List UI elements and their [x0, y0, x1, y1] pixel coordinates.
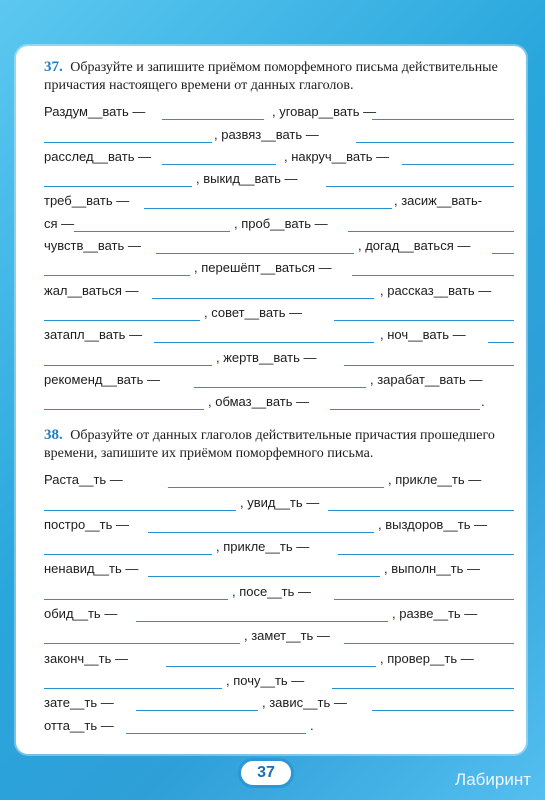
exercise-row — [44, 560, 516, 582]
task-38 — [44, 426, 516, 739]
exercise-row — [44, 371, 516, 393]
exercise-row — [44, 125, 516, 147]
verb-prompt: зате__ть — — [44, 695, 114, 711]
answer-blank-line[interactable] — [344, 643, 514, 644]
answer-blank-line[interactable] — [44, 554, 212, 555]
verb-prompt: , посе__ть — — [232, 583, 312, 599]
verb-prompt: , выполн__ть — — [384, 561, 481, 577]
exercise-row — [44, 237, 516, 259]
answer-blank-line[interactable] — [148, 576, 380, 577]
exercise-row — [44, 393, 516, 415]
answer-blank-line[interactable] — [44, 510, 236, 511]
verb-prompt: , рассказ__вать — — [380, 282, 492, 298]
verb-prompt: постро__ть — — [44, 516, 129, 532]
answer-blank-line[interactable] — [356, 142, 514, 143]
exercise-row — [44, 493, 516, 515]
exercise-row — [44, 103, 516, 125]
task-38-number: 38. — [44, 427, 63, 443]
verb-prompt: , догад__ваться — — [358, 238, 471, 254]
answer-blank-line[interactable] — [372, 119, 514, 120]
exercise-row — [44, 281, 516, 303]
answer-blank-line[interactable] — [348, 231, 514, 232]
exercise-row — [44, 582, 516, 604]
answer-blank-line[interactable] — [168, 487, 384, 488]
workbook-page — [16, 46, 526, 754]
verb-prompt: законч__ть — — [44, 650, 129, 666]
answer-blank-line[interactable] — [44, 365, 212, 366]
verb-prompt: ся — — [44, 215, 75, 231]
verb-prompt: , засиж__вать- — [394, 193, 483, 209]
verb-prompt: , жертв__вать — — [216, 349, 317, 365]
verb-prompt: , замет__ть — — [244, 628, 330, 644]
verb-prompt: рекоменд__вать — — [44, 371, 160, 387]
task-38-instruction: Образуйте от данных глаголов действительные причастия прошедшего времени, запишите их приёмом поморфемного письма. — [44, 428, 495, 461]
answer-blank-line[interactable] — [136, 710, 258, 711]
verb-prompt: чувств__вать — — [44, 238, 141, 254]
task-37-instruction: Образуйте и запишите приёмом поморфемного письма действительные причастия настоящего времени от данных глаголов. — [44, 60, 498, 93]
exercise-row — [44, 304, 516, 326]
exercise-row — [44, 538, 516, 560]
verb-prompt: ненавид__ть — — [44, 561, 139, 577]
verb-prompt: затапл__вать — — [44, 327, 143, 343]
answer-blank-line[interactable] — [44, 275, 190, 276]
exercise-row — [44, 649, 516, 671]
exercise-row — [44, 605, 516, 627]
exercise-row — [44, 694, 516, 716]
verb-prompt: , перешёпт__ваться — — [194, 260, 332, 276]
verb-prompt: Раздум__вать — — [44, 104, 146, 120]
verb-prompt: отта__ть — — [44, 717, 114, 733]
answer-blank-line[interactable] — [44, 643, 240, 644]
verb-prompt: , ноч__вать — — [380, 327, 466, 343]
answer-blank-line[interactable] — [126, 733, 306, 734]
answer-blank-line[interactable] — [328, 510, 514, 511]
verb-prompt: , совет__вать — — [204, 304, 303, 320]
answer-blank-line[interactable] — [402, 164, 514, 165]
answer-blank-line[interactable] — [44, 688, 222, 689]
exercise-row — [44, 471, 516, 493]
verb-prompt: Раста__ть — — [44, 472, 123, 488]
verb-prompt: , выздоров__ть — — [378, 516, 488, 532]
answer-blank-line[interactable] — [344, 365, 514, 366]
verb-prompt: , обмаз__вать — — [208, 394, 310, 410]
verb-prompt: , проб__вать — — [234, 215, 328, 231]
exercise-row — [44, 348, 516, 370]
verb-prompt: , завис__ть — — [262, 695, 347, 711]
answer-blank-line[interactable] — [148, 532, 374, 533]
answer-blank-line[interactable] — [44, 186, 192, 187]
task-37 — [44, 58, 516, 415]
exercise-row — [44, 148, 516, 170]
task-37-heading — [44, 58, 516, 95]
answer-blank-line[interactable] — [326, 186, 514, 187]
exercise-row — [44, 170, 516, 192]
verb-prompt: , развяз__вать — — [214, 126, 319, 142]
answer-blank-line[interactable] — [330, 409, 480, 410]
verb-prompt: треб__вать — — [44, 193, 130, 209]
answer-blank-line[interactable] — [144, 208, 392, 209]
task-38-heading — [44, 426, 516, 463]
verb-prompt: , разве__ть — — [392, 606, 478, 622]
answer-blank-line[interactable] — [44, 320, 200, 321]
answer-blank-line[interactable] — [194, 387, 366, 388]
verb-prompt: , провер__ть — — [380, 650, 474, 666]
answer-blank-line[interactable] — [352, 275, 514, 276]
answer-blank-line[interactable] — [44, 409, 204, 410]
answer-blank-line[interactable] — [154, 342, 374, 343]
answer-blank-line[interactable] — [162, 119, 264, 120]
answer-blank-line[interactable] — [136, 621, 388, 622]
answer-blank-line[interactable] — [162, 164, 276, 165]
answer-blank-line[interactable] — [372, 710, 514, 711]
verb-prompt: , выкид__вать — — [196, 171, 298, 187]
task-37-number: 37. — [44, 59, 63, 75]
answer-blank-line[interactable] — [334, 599, 514, 600]
answer-blank-line[interactable] — [74, 231, 230, 232]
task-38-exercise-lines — [44, 471, 516, 739]
answer-blank-line[interactable] — [44, 142, 212, 143]
exercise-row — [44, 259, 516, 281]
answer-blank-line[interactable] — [166, 666, 376, 667]
verb-prompt: , зарабат__вать — — [370, 371, 483, 387]
exercise-row — [44, 214, 516, 236]
verb-prompt: . — [310, 717, 314, 733]
verb-prompt: , почу__ть — — [226, 672, 305, 688]
verb-prompt: , накруч__вать — — [284, 148, 390, 164]
exercise-row — [44, 716, 516, 738]
answer-blank-line[interactable] — [492, 253, 514, 254]
exercise-row — [44, 672, 516, 694]
verb-prompt: расслед__вать — — [44, 148, 152, 164]
answer-blank-line[interactable] — [488, 342, 514, 343]
verb-prompt: . — [481, 394, 485, 410]
answer-blank-line[interactable] — [338, 554, 514, 555]
verb-prompt: жал__ваться — — [44, 282, 139, 298]
watermark-logo: Лабиринт — [455, 770, 531, 789]
exercise-row — [44, 516, 516, 538]
answer-blank-line[interactable] — [44, 599, 228, 600]
exercise-row — [44, 627, 516, 649]
answer-blank-line[interactable] — [152, 298, 374, 299]
verb-prompt: , уговар__вать — — [272, 104, 377, 120]
task-37-exercise-lines — [44, 103, 516, 415]
answer-blank-line[interactable] — [334, 320, 514, 321]
page-number: 37 — [257, 764, 275, 781]
verb-prompt: , увид__ть — — [240, 494, 320, 510]
verb-prompt: , прикле__ть — — [216, 539, 310, 555]
answer-blank-line[interactable] — [332, 688, 514, 689]
verb-prompt: , прикле__ть — — [388, 472, 482, 488]
exercise-row — [44, 192, 516, 214]
verb-prompt: обид__ть — — [44, 606, 118, 622]
answer-blank-line[interactable] — [156, 253, 354, 254]
exercise-row — [44, 326, 516, 348]
page-number-badge — [238, 758, 294, 788]
